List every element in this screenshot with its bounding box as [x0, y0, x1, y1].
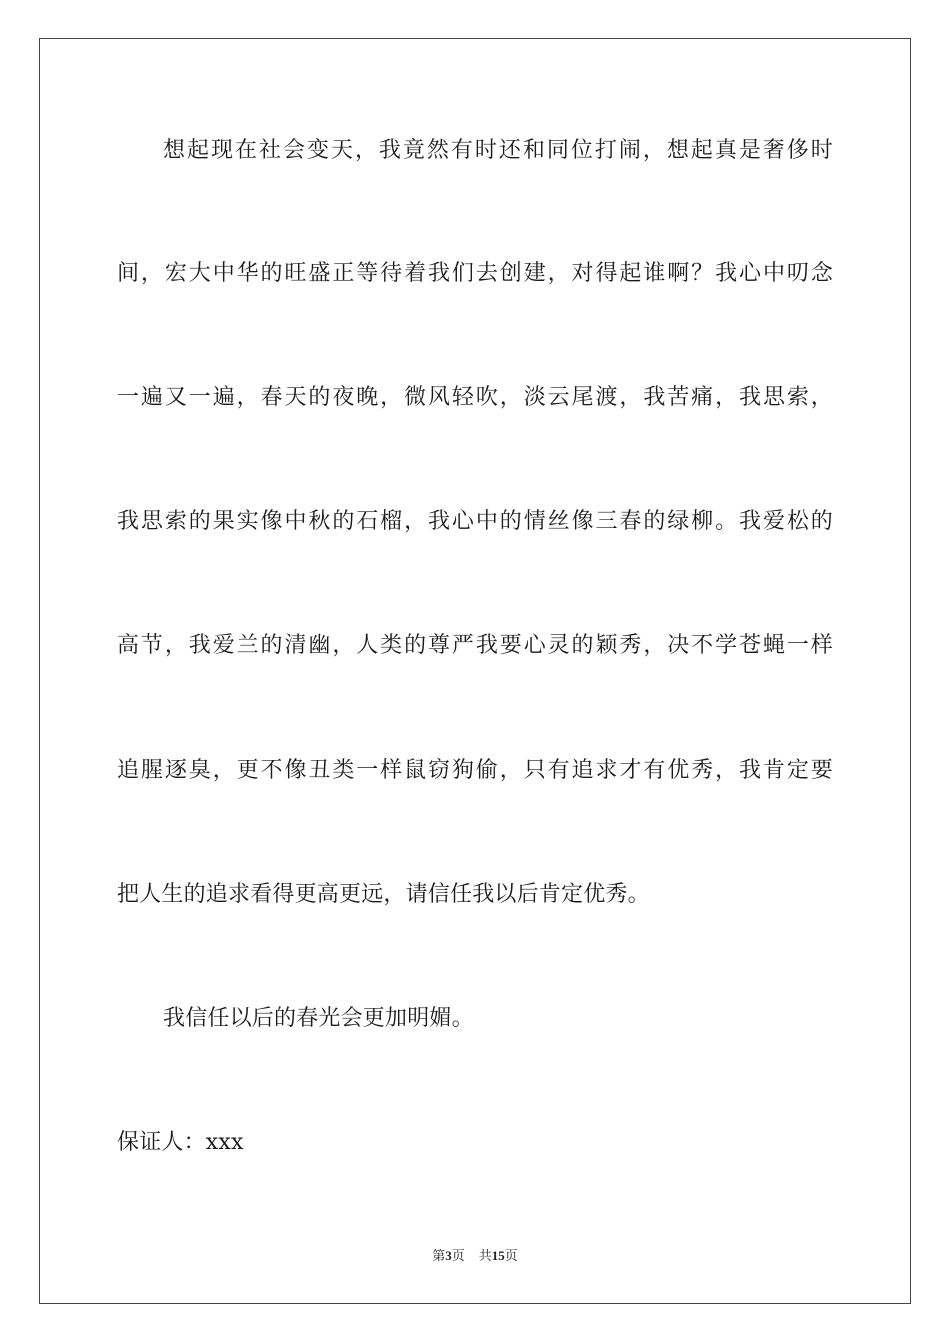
footer-page-suffix: 页	[451, 1248, 465, 1263]
footer-page-prefix: 第	[432, 1248, 446, 1263]
paragraph-1-line-1: 想起现在社会变天，我竟然有时还和同位打闹，想起真是奢侈时	[163, 138, 833, 163]
paragraph-1-line-7: 把人生的追求看得更高更远，请信任我以后肯定优秀。	[117, 882, 650, 907]
footer-total-pages: 15	[491, 1248, 505, 1263]
paragraph-1-line-3: 一遍又一遍，春天的夜晚，微风轻吹，淡云尾渡，我苦痛，我思索，	[117, 385, 833, 410]
paragraph-1-line-4: 我思索的果实像中秋的石榴，我心中的情丝像三春的绿柳。我爱松的	[117, 509, 833, 534]
footer-page-number: 3	[445, 1248, 452, 1263]
paragraph-1-line-6: 追腥逐臭，更不像丑类一样鼠窃狗偷，只有追求才有优秀，我肯定要	[117, 758, 833, 783]
page-footer	[0, 1247, 950, 1265]
paragraph-2: 我信任以后的春光会更加明媚。	[163, 1006, 474, 1031]
footer-total-prefix: 共	[478, 1248, 492, 1263]
signature-line: 保证人：xxx	[117, 1130, 244, 1155]
page-border	[39, 38, 911, 1304]
paragraph-1-line-5: 高节，我爱兰的清幽，人类的尊严我要心灵的颖秀，决不学苍蝇一样	[117, 633, 833, 658]
paragraph-1-line-2: 间，宏大中华的旺盛正等待着我们去创建，对得起谁啊？我心中叨念	[117, 261, 833, 286]
footer-total-suffix: 页	[504, 1248, 518, 1263]
